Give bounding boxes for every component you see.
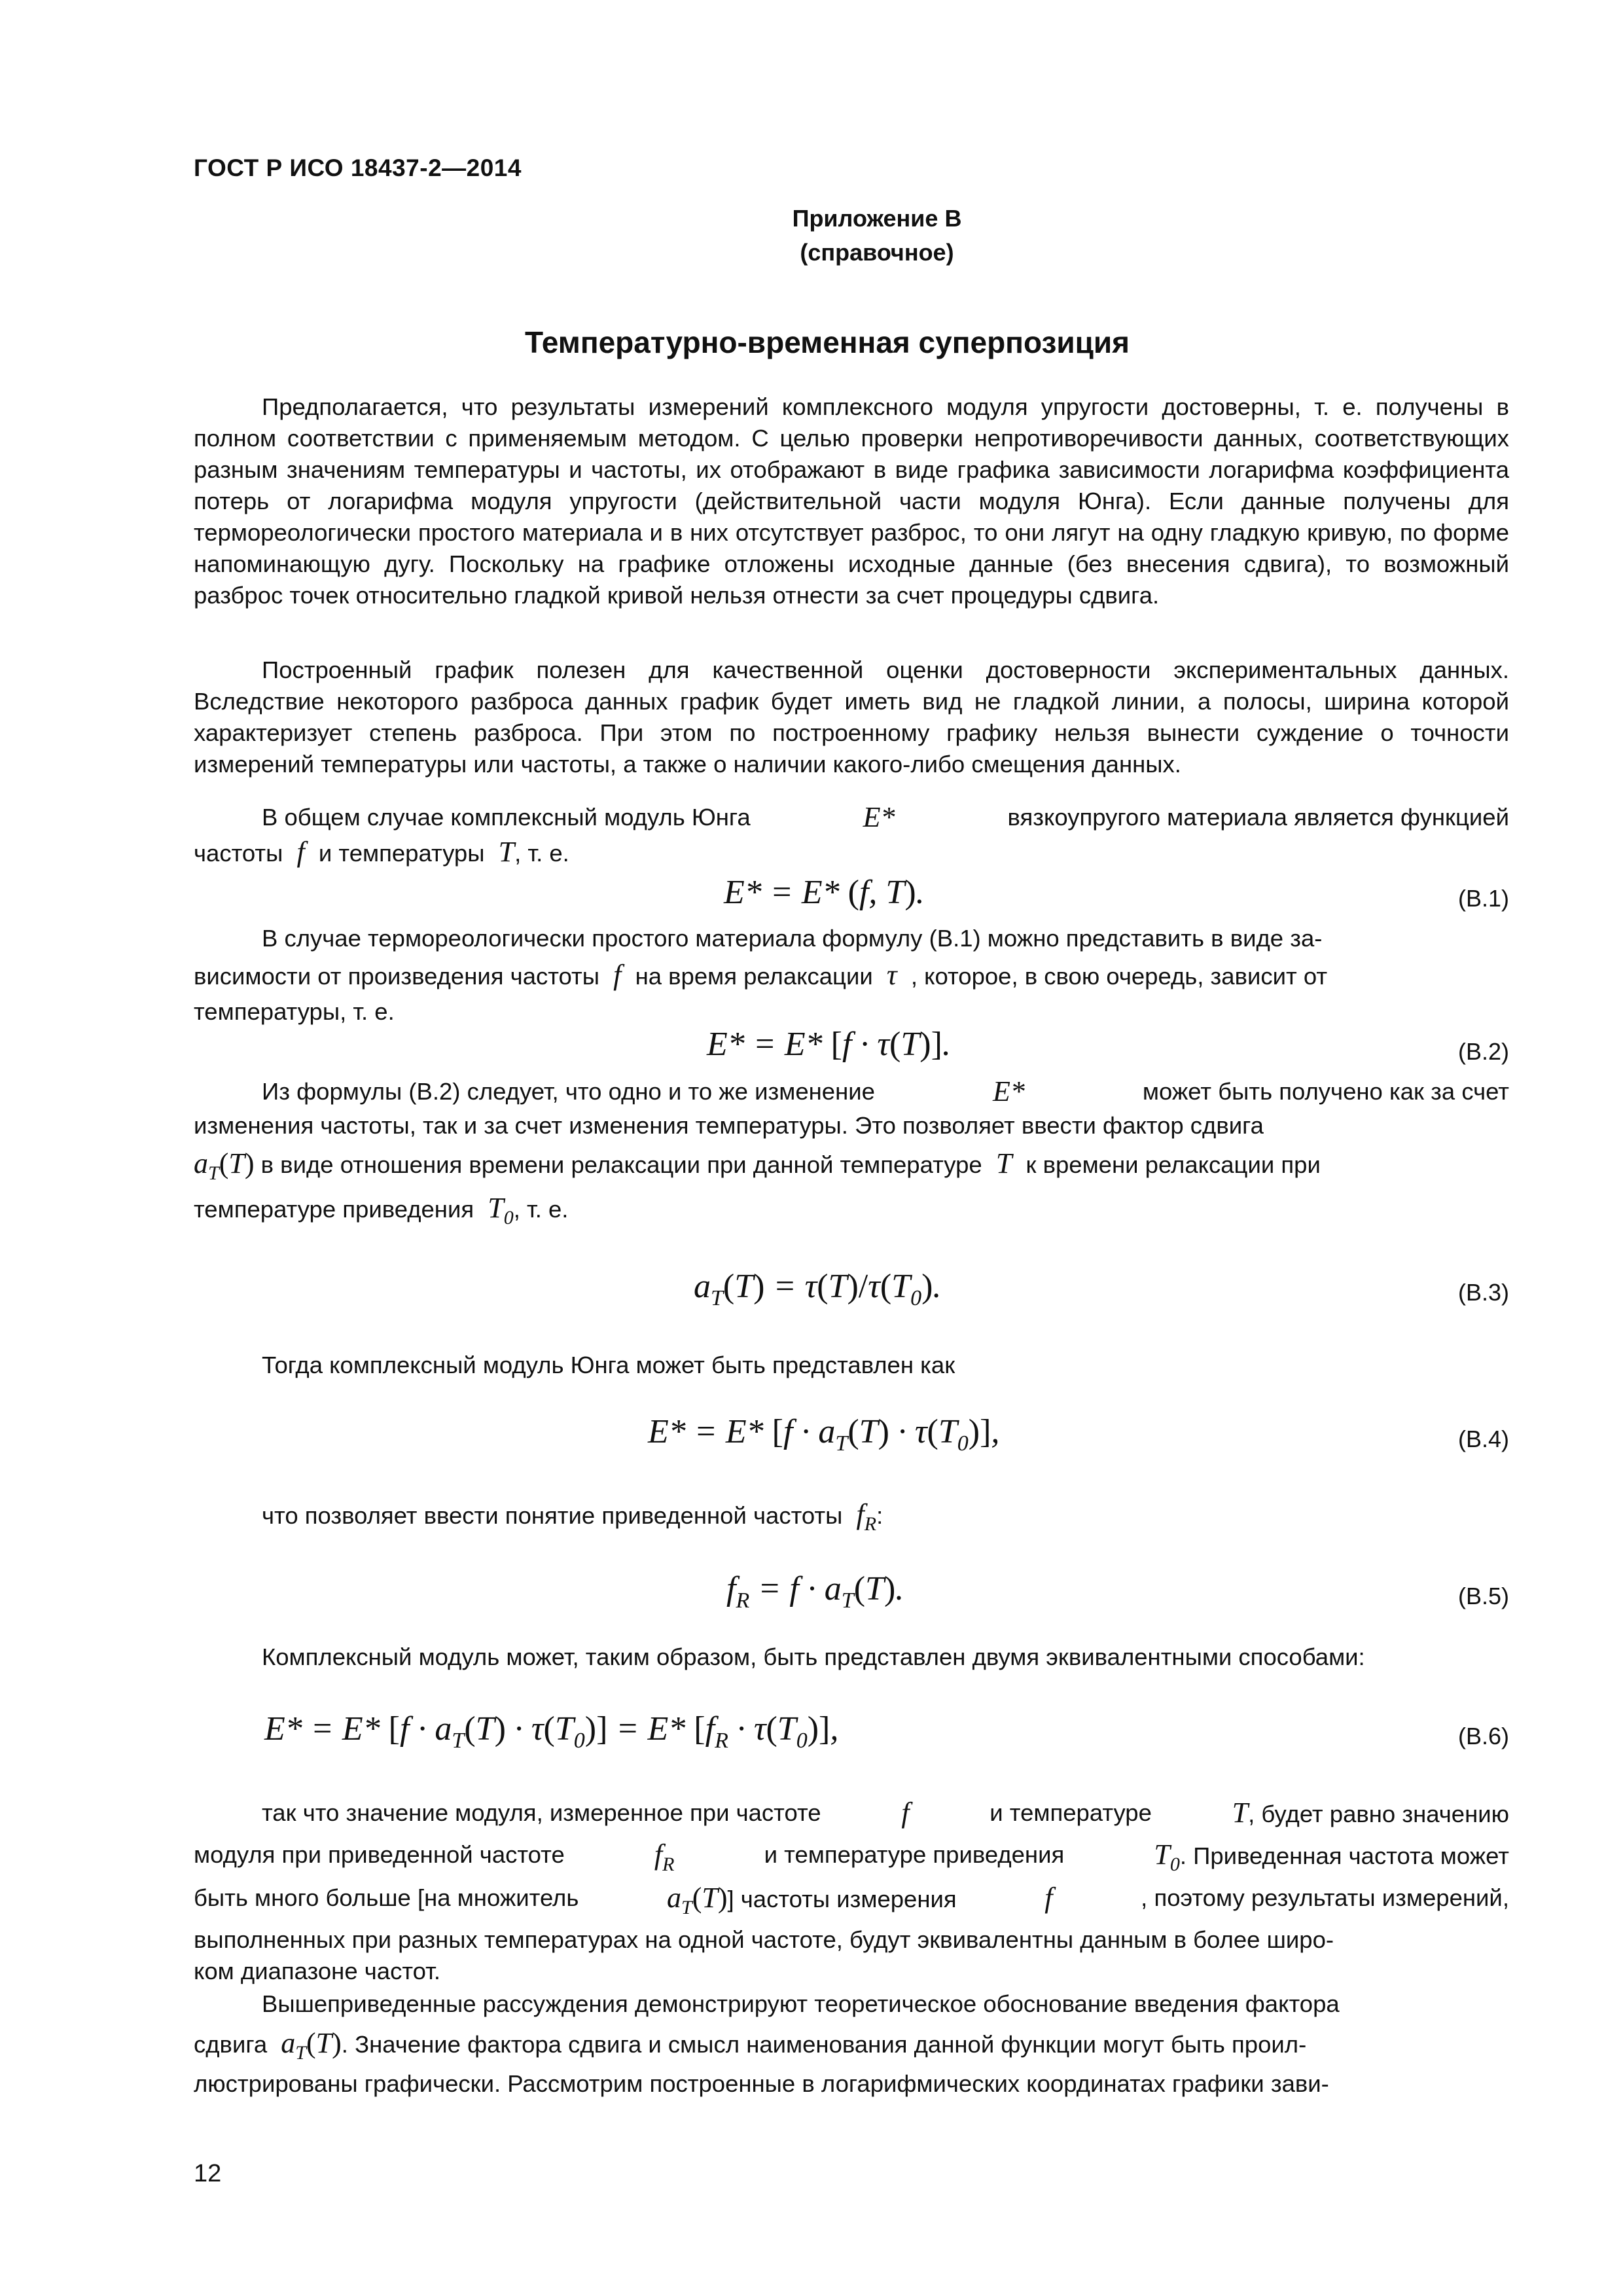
p5-text-g: , т. е. [513,1196,569,1223]
paragraph-2: Построенный график полезен для качественной оценки достоверности экспериментальных данных. Вследствие некоторого разброса данных график будет иметь вид не гладкой линии, а полосы, ширина которой характеризует степень разброса. При этом по построенному графику нельзя вынести суждение о точности измерений температуры или частоты, а также о наличии какого-либо смещения данных. [194,656,1509,778]
paragraph-1: Предполагается, что результаты измерений комплексного модуля упругости достоверны, т. е. получены в полном соответствии с применяемым методом. С целью проверки непротиворечивости данных, соответствующих разным значениям температуры и частоты, их отображают в виде графика зависимости логарифма коэффициента потерь от логарифма модуля упругости (действительной части модуля Юнга). Если данные получены для термореологически простого материала и в них отсутствует разброс, то они лягут на одну гладкую кривую, по форме напоминающую дугу. Поскольку на графике отложены исходные данные (без внесения сдвига), то возможный разброс точек относительно гладкой кривой нельзя отнести за счет процедуры сдвига. [194,393,1509,609]
equation-B4: E* = E* $[f \cdot a_T(T) \cdot \tau(T_0)]$, [648,1413,1000,1456]
math-E-star: E* [863,801,895,833]
p9-text-c: , будет равно значению [1248,1801,1509,1827]
document-code: ГОСТ Р ИСО 18437-2—2014 [194,154,522,181]
paragraph-5-line-2: изменения частоты, так и за счет изменения температуры. Это позволяет ввести фактор сдвига [194,1112,1264,1139]
p9-text-a: так что значение модуля, измеренное при частоте [262,1799,821,1826]
paragraph-3-line-1 [194,802,1509,833]
p5-text-a: Из формулы (В.2) следует, что одно и то же изменение [262,1078,875,1105]
paragraph-9-line-3 [194,1882,1509,1918]
paragraph-10-line-3: люстрированы графически. Рассмотрим построенные в логарифмических координатах графики зави- [194,2070,1329,2097]
p4-text-d: , которое, в свою очередь, зависит от [910,963,1328,990]
p10-text-b: сдвига [194,2031,268,2058]
equation-B3: $a_T(T) = \tau(T)/\tau(T_0)$. [694,1268,942,1310]
equation-number-B1: (В.1) [1457,885,1509,912]
math-f: f [1044,1882,1053,1914]
page-number: 12 [194,2160,222,2187]
equation-number-B2: (В.2) [1457,1038,1509,1065]
p5-text-b: может быть получено как за счет [1142,1078,1509,1105]
math-f: f [606,959,629,991]
p9-text-i: , поэтому результаты измерений, [1141,1884,1509,1911]
paragraph-6: Тогда комплексный модуль Юнга может быть представлен как [262,1352,955,1378]
p9-text-d: модуля при приведенной частоте [194,1841,565,1868]
math-T: T [988,1147,1020,1179]
equation-B6: E* = E* $[f \cdot a_T(T) \cdot \tau(T_0)] = E*$ $[f_R \cdot \tau(T_0)]$, [264,1710,839,1753]
p9-text-b: и температуре [990,1799,1152,1826]
math-fR: $f_R$ [654,1839,675,1875]
paragraph-9-line-4: выполненных при разных температурах на одной частоте, будут эквивалентны данным в более широ- [194,1926,1334,1953]
paragraph-3-line-2 [194,836,1509,869]
p3-text-e: , т. е. [514,840,569,867]
equation-number-B6: (В.6) [1457,1723,1509,1749]
paragraph-4-line-1: В случае термореологически простого материала формулу (В.1) можно представить в виде за- [262,925,1323,952]
math-f: f [289,836,312,868]
math-E-star: E* [992,1075,1025,1107]
math-fR: $f_R$ [849,1498,877,1535]
math-T0: $T_0$ [1154,1839,1180,1875]
p3-text-c: частоты [194,840,283,867]
math-aT: $a_T(T)$ [194,1147,255,1184]
p3-text-d: и температуры [318,840,485,867]
equation-number-B3: (В.3) [1457,1279,1509,1306]
paragraph-5-line-1 [194,1076,1509,1107]
p3-text-b: вязкоупругого материала является функцией [1007,804,1509,831]
p9-text-g: быть много больше [на множитель [194,1884,579,1911]
equation-B5: $f_R = f \cdot a_T(T)$. [726,1570,904,1613]
paragraph-8: Комплексный модуль может, таким образом, быть представлен двумя эквивалентными способами: [262,1643,1365,1670]
section-title: Температурно-временная суперпозиция [525,325,1130,359]
p5-text-f: температуре приведения [194,1196,474,1223]
p9-text-h: ] частоты измерения [727,1886,957,1912]
p10-text-c: . Значение фактора сдвига и смысл наименования данной функции могут быть проил- [341,2031,1307,2058]
p4-text-c: на время релаксации [635,963,873,990]
annex-kind: (справочное) [800,239,954,266]
paragraph-9-line-2 [194,1839,1509,1875]
p9-text-e: и температуре приведения [764,1841,1065,1868]
math-aT: $a_T(T)$ [667,1882,728,1918]
paragraph-5-line-3 [194,1147,1509,1184]
paragraph-4-line-3: температуры, т. е. [194,998,395,1025]
paragraph-10-line-2 [194,2027,1509,2064]
equation-number-B5: (В.5) [1457,1583,1509,1609]
paragraph-9-line-5: ком диапазоне частот. [194,1958,440,1984]
p7-text-b: : [876,1502,883,1529]
paragraph-9-line-1 [194,1797,1509,1830]
paragraph-10-line-1: Вышеприведенные рассуждения демонстрируют теоретическое обоснование введения фактора [262,1990,1340,2017]
p5-text-d: в виде отношения времени релаксации при данной температуре [260,1151,982,1178]
math-T: T [1232,1797,1249,1829]
math-tau: τ [879,959,904,991]
paragraph-7 [194,1498,1577,1535]
paragraph-4-line-2 [194,960,1509,992]
p7-text: что позволяет ввести понятие приведенной частоты [262,1502,843,1529]
p4-text-b: висимости от произведения частоты [194,963,600,990]
math-f: f [901,1797,910,1829]
annex-name: Приложение В [792,205,962,232]
math-T0: $T_0$ [480,1192,514,1229]
equation-B1: E* = E* (f, T). [724,874,925,911]
equation-B2: E* = E* [f · τ(T)]. [707,1026,951,1063]
math-T: T [491,836,515,868]
paragraph-5-line-4 [194,1192,1509,1229]
equation-number-B4: (В.4) [1457,1426,1509,1452]
p3-text-a: В общем случае комплексный модуль Юнга [262,804,751,831]
p5-text-e: к времени релаксации при [1026,1151,1321,1178]
p9-text-f: . Приведенная частота может [1179,1842,1509,1869]
math-aT: $a_T(T)$ [274,2027,342,2064]
